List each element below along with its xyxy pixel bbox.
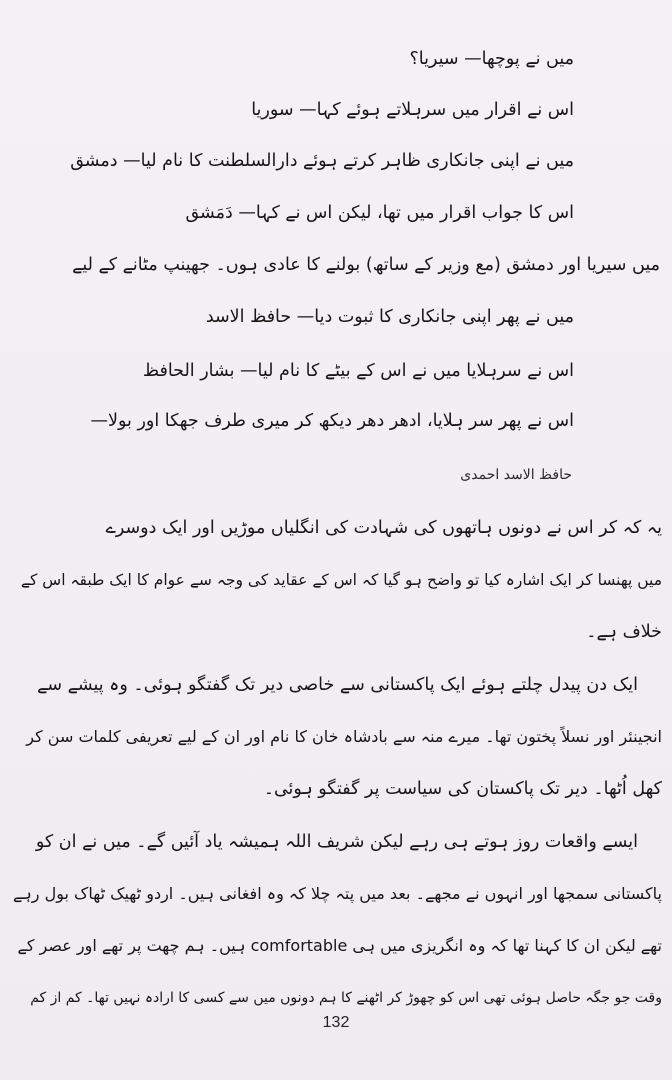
page-number: 132 [322, 1014, 350, 1031]
paragraph-line: وقت جو جگہ حاصل ہوئی تھی اس کو چھوڑ کر اٹھنے کا ہم دونوں میں سے کسی کا ارادہ نہیں تھا۔ کم از کم [30, 990, 662, 1006]
text-line: میں سیریا اور دمشق (مع وزیر کے ساتھ) بولنے کا عادی ہوں۔ جھینپ مٹانے کے لیے [72, 255, 660, 275]
paragraph-line: ایسے واقعات روز ہوتے ہی رہے لیکن شریف اللہ ہمیشہ یاد آئیں گے۔ میں نے ان کو [35, 832, 638, 852]
text-line: اس نے اقرار میں سرہلاتے ہوئے کہا— سوریا [251, 100, 574, 120]
paragraph-line: تھے لیکن ان کا کہنا تھا کہ وہ انگریزی میں ہی comfortable ہیں۔ ہم چھت پر تھے اور عصر کے [17, 936, 662, 955]
text-line: میں نے پوچھا— سیریا؟ [409, 49, 574, 69]
text-line: میں نے اپنی جانکاری ظاہر کرتے ہوئے دارالسلطنت کا نام لیا— دمشق [70, 151, 574, 171]
paragraph-line: کھل اُٹھا۔ دیر تک پاکستان کی سیاست پر گفتگو ہوئی۔ [263, 779, 662, 799]
name-line: حافظ الاسد احمدی [460, 467, 572, 483]
paragraph-line: ایک دن پیدل چلتے ہوئے ایک پاکستانی سے خاصی دیر تک گفتگو ہوئی۔ وہ پیشے سے [37, 675, 638, 695]
paragraph-line: یہ کہ کر اس نے دونوں ہاتھوں کی شہادت کی انگلیاں موڑیں اور ایک دوسرے [105, 518, 662, 538]
paragraph-line: انجینئر اور نسلاً پختون تھا۔ میرے منہ سے بادشاہ خان کا نام اور ان کے لیے تعریفی کلمات سن کر [26, 727, 662, 746]
text-line: اس نے سرہلایا میں نے اس کے بیٹے کا نام لیا— بشار الحافظ [142, 361, 574, 381]
paragraph-line: پاکستانی سمجھا اور انہوں نے مجھے۔ بعد میں پتہ چلا کہ وہ افغانی ہیں۔ اردو ٹھیک ٹھاک بول رہے [13, 884, 662, 903]
text-line: اس کا جواب اقرار میں تھا، لیکن اس نے کہا— دَمَشق [185, 203, 574, 223]
paragraph-line: خلاف ہے۔ [586, 622, 662, 642]
paragraph-line: میں پھنسا کر ایک اشارہ کیا تو واضح ہو گیا کہ اس کے عقاید کی وجہ سے عوام کا ایک طبقہ اس کے [20, 571, 662, 589]
text-line: میں نے پھر اپنی جانکاری کا ثبوت دیا— حافظ الاسد [205, 307, 574, 327]
text-line: اس نے پھر سر ہلایا، ادھر دھر دیکھ کر میری طرف جھکا اور بولا— [90, 411, 574, 431]
